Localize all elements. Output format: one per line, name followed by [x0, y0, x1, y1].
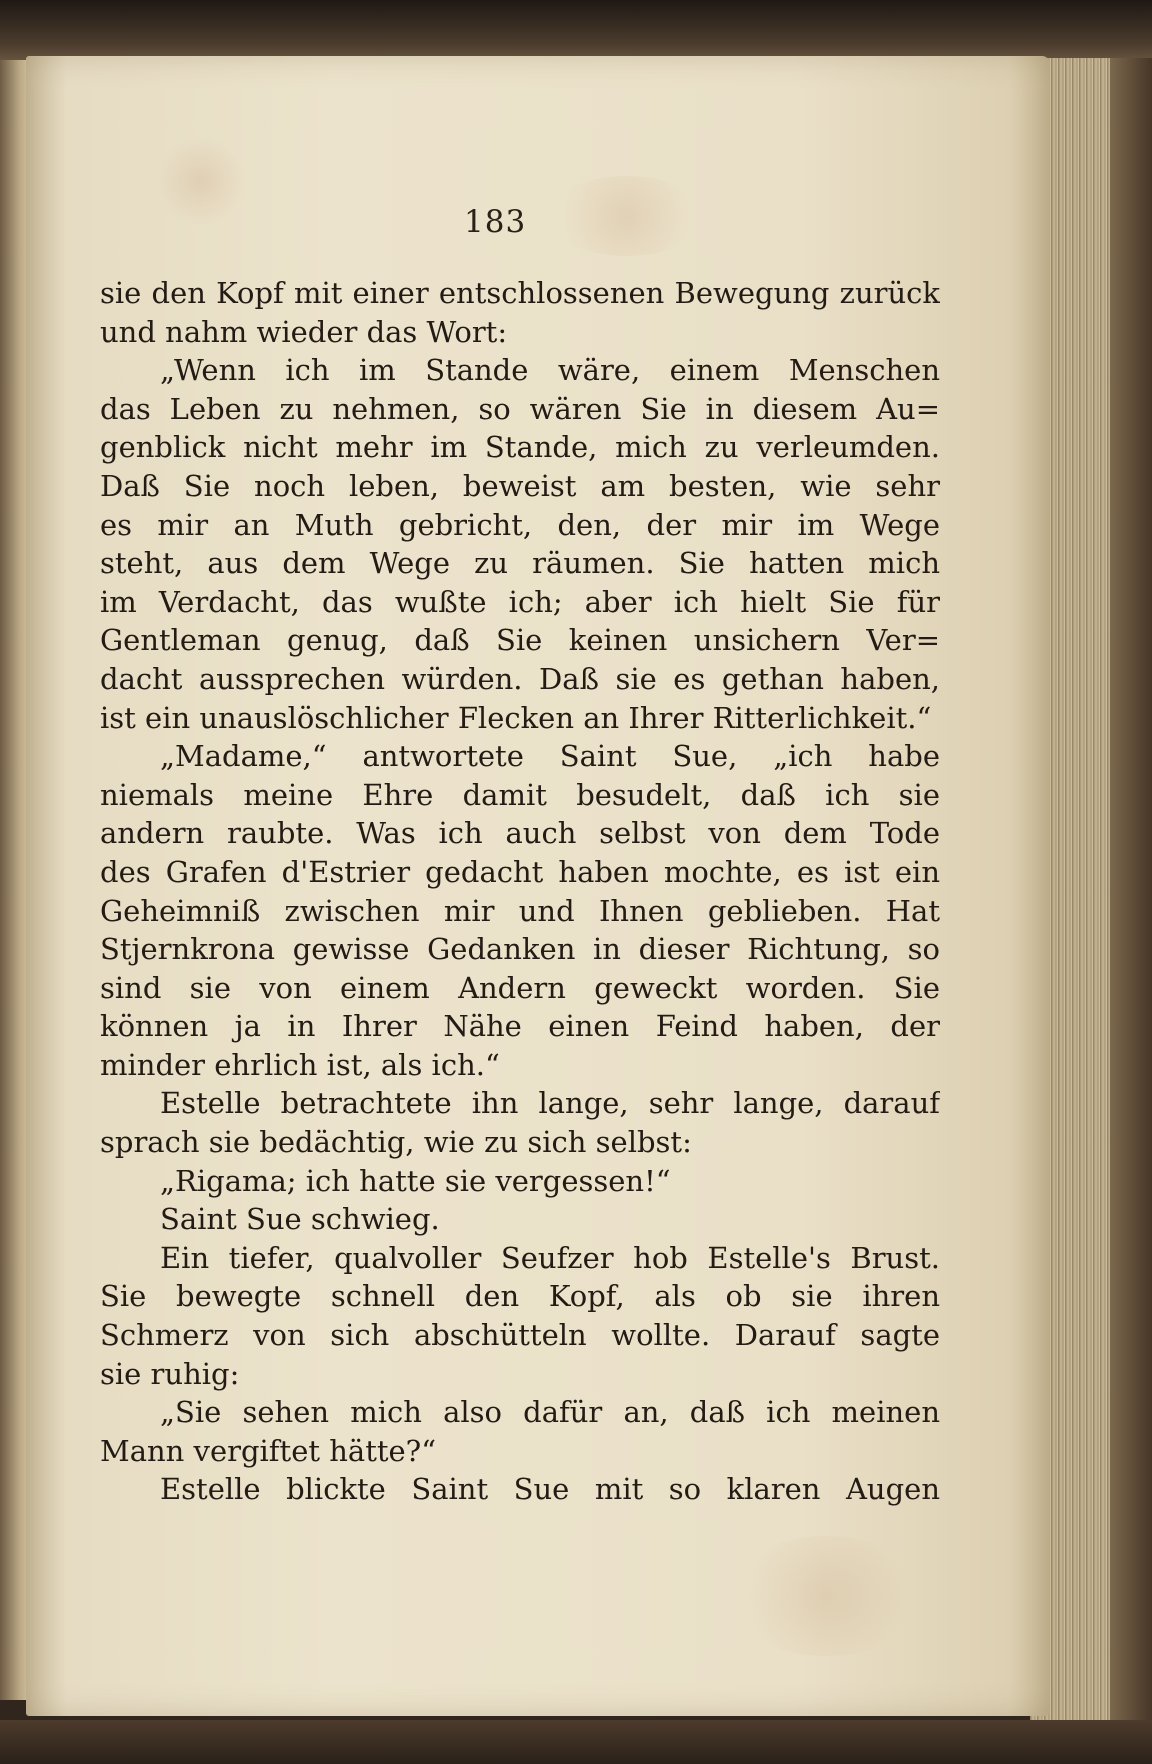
text-line: genblick nicht mehr im Stande, mich zu verleumden.: [100, 430, 940, 465]
text-line: minder ehrlich ist, als ich.“: [100, 1047, 500, 1082]
text-line: „Wenn ich im Stande wäre, einem Menschen: [160, 353, 940, 388]
paper-stain: [726, 1536, 926, 1656]
text-line: sie ruhig:: [100, 1356, 240, 1391]
paper-stain: [156, 136, 246, 226]
text-line: Mann vergiftet hätte?“: [100, 1433, 437, 1468]
text-line: Daß Sie noch leben, beweist am besten, wie sehr: [100, 468, 940, 503]
text-line: Ein tiefer, qualvoller Seufzer hob Estelle's Brust.: [160, 1240, 940, 1275]
text-line: „Rigama; ich hatte sie vergessen!“: [160, 1163, 671, 1198]
text-line: des Grafen d'Estrier gedacht haben mochte, es ist ein: [100, 854, 940, 889]
body-text: [100, 274, 940, 1509]
page-number: 183: [464, 204, 527, 240]
text-line: es mir an Muth gebricht, den, der mir im Wege: [100, 507, 940, 542]
text-line: sie den Kopf mit einer entschlossenen Bewegung zurück: [100, 276, 940, 310]
text-line: sprach sie bedächtig, wie zu sich selbst:: [100, 1125, 692, 1160]
text-line: Sie bewegte schnell den Kopf, als ob sie ihren: [100, 1279, 940, 1314]
text-line: dacht aussprechen würden. Daß sie es gethan haben,: [100, 661, 940, 696]
text-line: ist ein unauslöschlicher Flecken an Ihrer Ritterlichkeit.“: [100, 700, 932, 735]
book-cover-top: [0, 0, 1152, 62]
text-line: „Madame,“ antwortete Saint Sue, „ich habe: [160, 739, 940, 774]
text-line: das Leben zu nehmen, so wären Sie in diesem Au=: [100, 391, 940, 426]
text-line: Saint Sue schwieg.: [160, 1202, 440, 1237]
text-line: im Verdacht, das wußte ich; aber ich hielt Sie für: [100, 584, 940, 619]
book-page: [26, 56, 1050, 1716]
text-line: Geheimniß zwischen mir und Ihnen geblieben. Hat: [100, 893, 940, 928]
text-line: Stjernkrona gewisse Gedanken in dieser Richtung, so: [100, 932, 940, 967]
text-line: Estelle betrachtete ihn lange, sehr lange, darauf: [160, 1086, 940, 1121]
book-spine-edge: [1110, 58, 1152, 1728]
paper-stain: [546, 176, 706, 256]
text-line: Estelle blickte Saint Sue mit so klaren Augen: [160, 1472, 940, 1507]
text-line: Gentleman genug, daß Sie keinen unsichern Ver=: [100, 623, 940, 658]
text-line: Schmerz von sich abschütteln wollte. Darauf sagte: [100, 1318, 940, 1353]
text-line: sind sie von einem Andern geweckt worden. Sie: [100, 970, 940, 1005]
text-line: andern raubte. Was ich auch selbst von dem Tode: [100, 816, 940, 851]
text-line: „Sie sehen mich also dafür an, daß ich meinen: [160, 1395, 940, 1430]
text-line: steht, aus dem Wege zu räumen. Sie hatten mich: [100, 546, 940, 581]
text-line: können ja in Ihrer Nähe einen Feind haben, der: [100, 1009, 940, 1044]
book-cover-bottom: [0, 1720, 1152, 1764]
text-line: und nahm wieder das Wort:: [100, 314, 508, 349]
text-line: niemals meine Ehre damit besudelt, daß ich sie: [100, 777, 940, 812]
